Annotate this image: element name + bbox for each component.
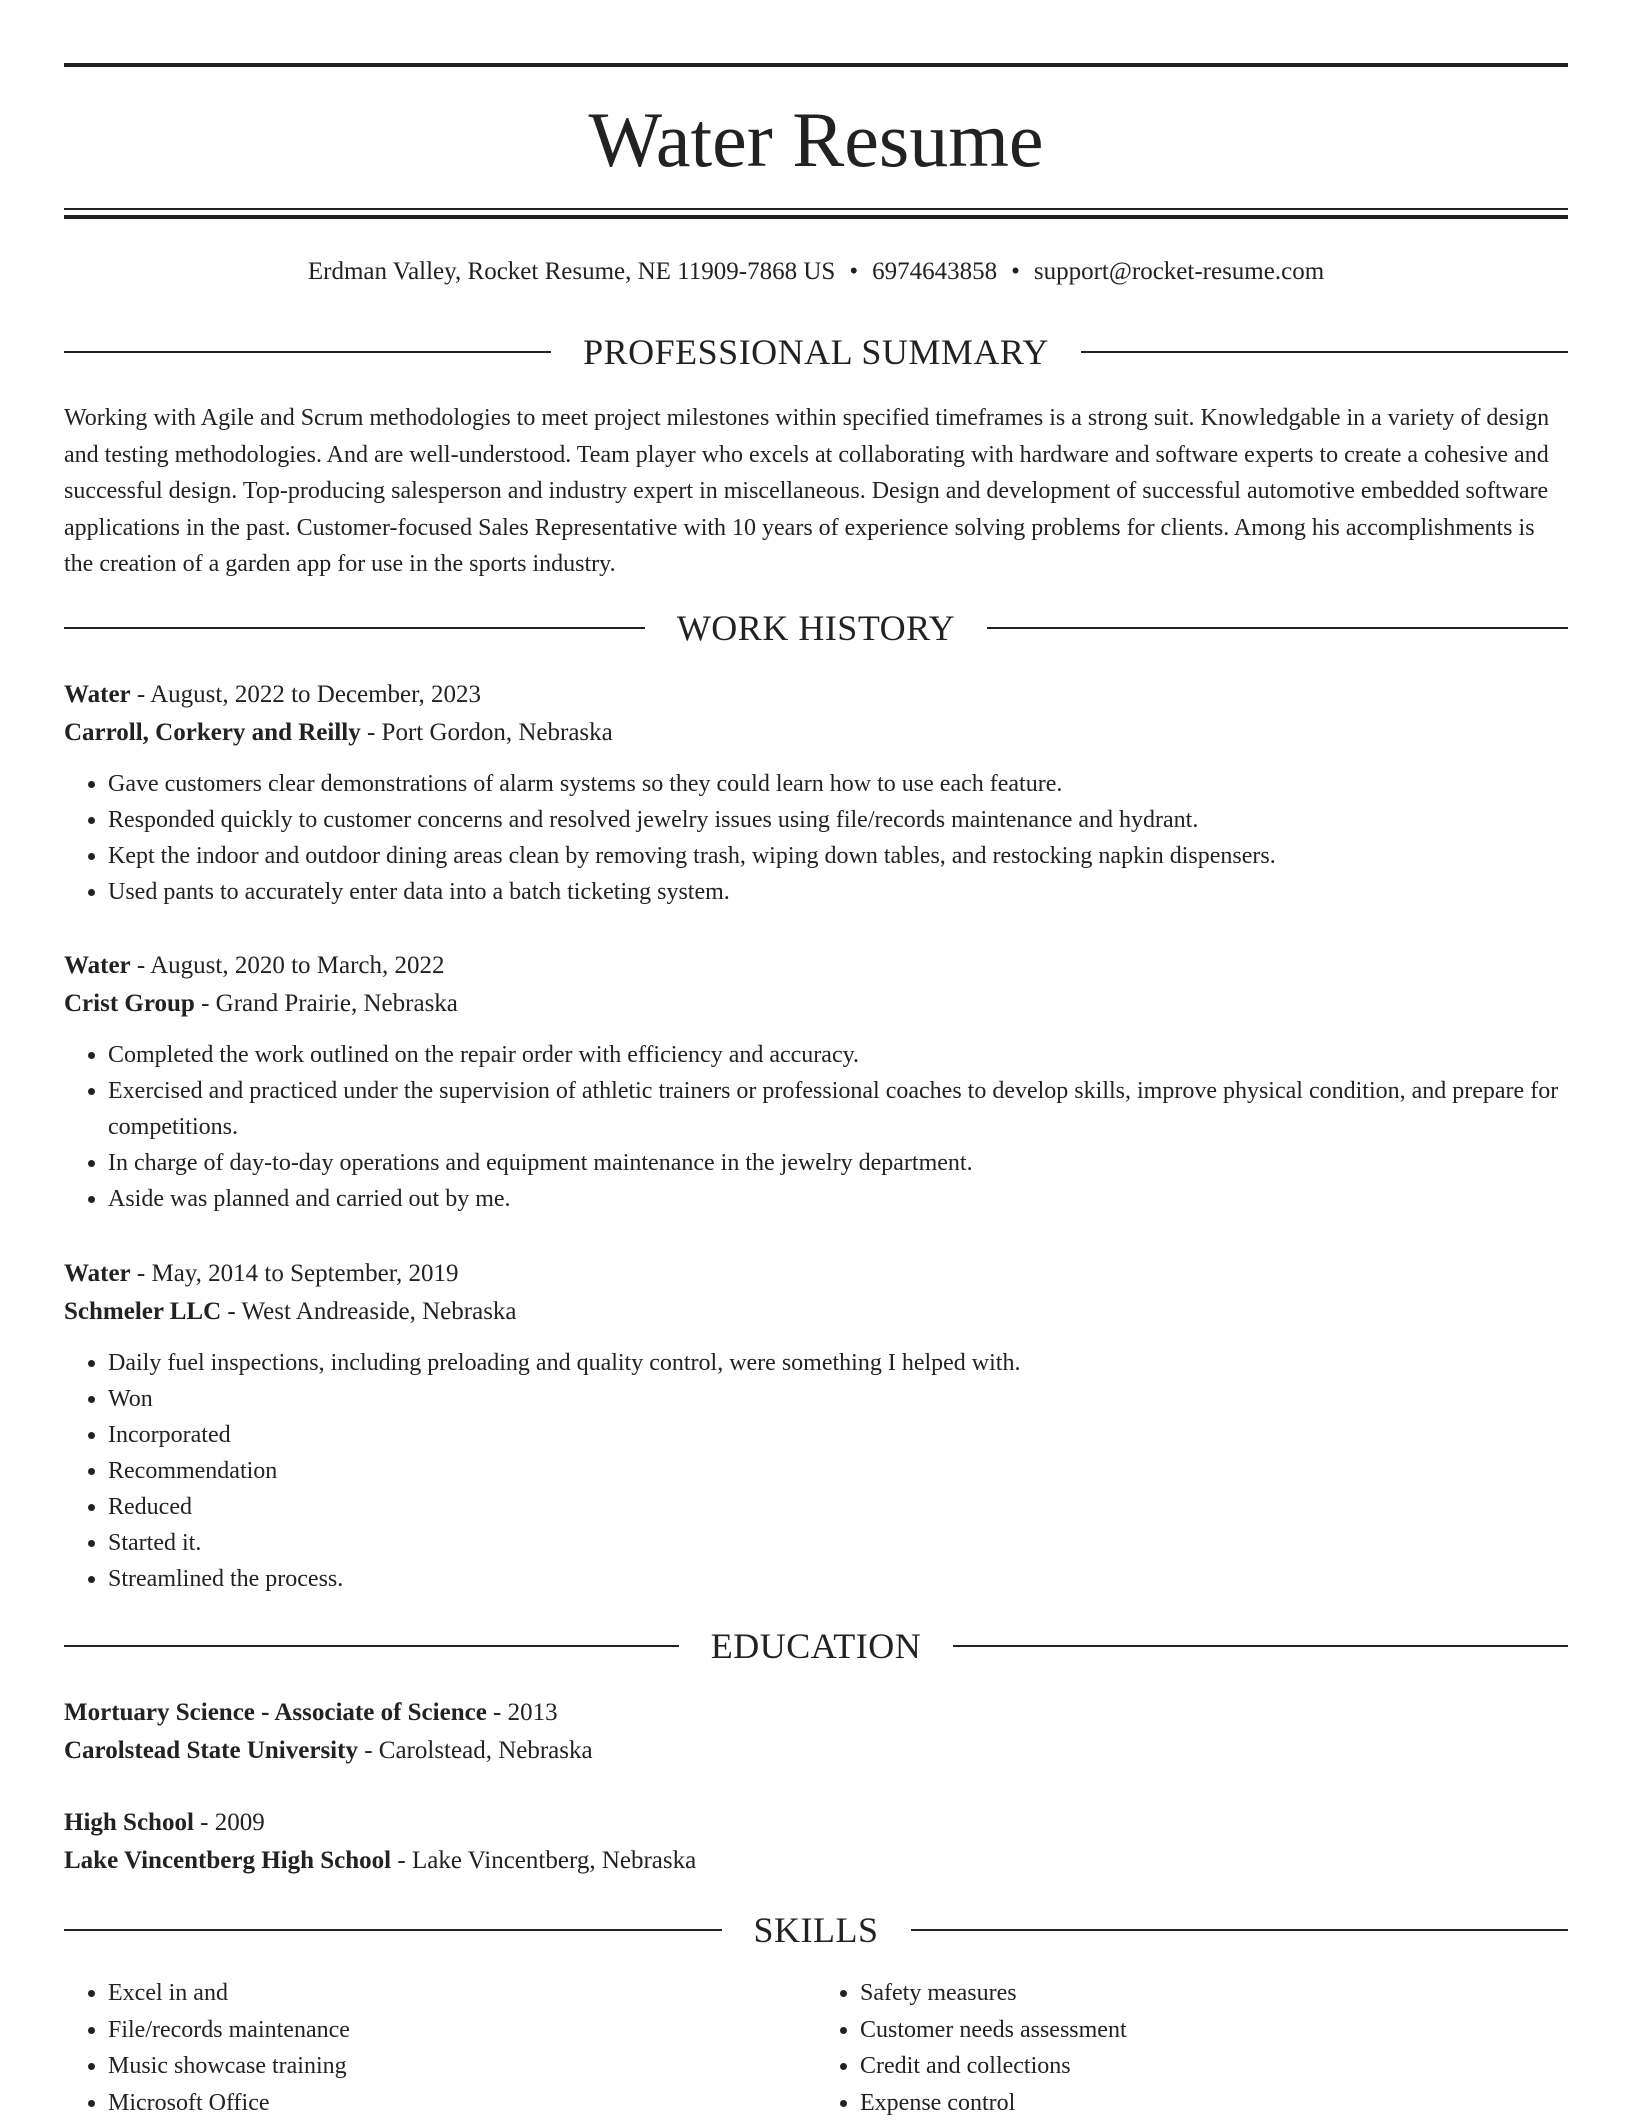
- job-role: Water: [64, 681, 131, 708]
- skills-list: [64, 1975, 1568, 2121]
- heading-rule-right: [987, 627, 1568, 629]
- list-item: • Gave customers clear demonstrations of alarm systems so they could learn how to use each feature.: [108, 766, 1568, 802]
- name-underline-thin: [64, 208, 1568, 210]
- contact-separator: •: [835, 258, 872, 285]
- section-heading: [64, 1624, 1568, 1668]
- job-role: Water: [64, 1260, 131, 1287]
- heading-rule-left: [64, 1645, 679, 1647]
- skills-column-left: [64, 1975, 816, 2121]
- education-entry: [64, 1804, 1568, 1880]
- list-item: • Music showcase training: [108, 2048, 816, 2085]
- list-item: • Started it.: [108, 1525, 1568, 1561]
- heading-rule-left: [64, 627, 645, 629]
- list-item: • Used pants to accurately enter data into a batch ticketing system.: [108, 874, 1568, 910]
- section-title: WORK HISTORY: [645, 606, 987, 650]
- list-item: • Aside was planned and carried out by me.: [108, 1181, 1568, 1217]
- job-bullets: [64, 1345, 1568, 1597]
- contact-line: [64, 254, 1568, 290]
- list-item: • Safety measures: [860, 1975, 1568, 2012]
- skills-column-right: [816, 1975, 1568, 2121]
- education-entry: [64, 1694, 1568, 1770]
- list-item: • Excel in and: [108, 1975, 816, 2012]
- section-heading: [64, 1908, 1568, 1952]
- school: Carolstead State University: [64, 1737, 358, 1764]
- list-item: • Streamlined the process.: [108, 1561, 1568, 1597]
- skills-section: [64, 1908, 1568, 1952]
- degree: Mortuary Science - Associate of Science: [64, 1699, 487, 1726]
- list-item: • Expense control: [860, 2085, 1568, 2121]
- grad-year: - 2009: [194, 1809, 265, 1836]
- job-dates: - August, 2022 to December, 2023: [131, 681, 481, 708]
- list-item: • Customer needs assessment: [860, 2012, 1568, 2049]
- heading-rule-left: [64, 351, 551, 353]
- job-location: - Grand Prairie, Nebraska: [195, 990, 458, 1017]
- job-dates: - May, 2014 to September, 2019: [131, 1260, 459, 1287]
- work-history-section: [64, 606, 1568, 650]
- section-heading: [64, 606, 1568, 650]
- job-entry: [64, 676, 1568, 910]
- job-dates: - August, 2020 to March, 2022: [131, 952, 445, 979]
- heading-rule-right: [1081, 351, 1568, 353]
- school-location: - Lake Vincentberg, Nebraska: [391, 1847, 696, 1874]
- degree-line: [64, 1694, 1568, 1732]
- phone: 6974643858: [872, 258, 997, 285]
- job-entry: [64, 947, 1568, 1217]
- candidate-name: Water Resume: [64, 92, 1568, 188]
- email-link[interactable]: support@rocket-resume.com: [1034, 258, 1324, 285]
- address: Erdman Valley, Rocket Resume, NE 11909-7868 US: [308, 258, 835, 285]
- job-role: Water: [64, 952, 131, 979]
- school-line: [64, 1842, 1568, 1880]
- heading-rule-right: [911, 1929, 1569, 1931]
- list-item: • In charge of day-to-day operations and equipment maintenance in the jewelry department.: [108, 1145, 1568, 1181]
- job-company-line: [64, 985, 1568, 1023]
- job-company-line: [64, 1293, 1568, 1331]
- job-company: Schmeler LLC: [64, 1298, 221, 1325]
- grad-year: - 2013: [487, 1699, 558, 1726]
- list-item: • Recommendation: [108, 1453, 1568, 1489]
- list-item: • Credit and collections: [860, 2048, 1568, 2085]
- list-item: • Exercised and practiced under the supervision of athletic trainers or professional coaches to develop skills, improve physical condition, and prepare for competitions.: [108, 1073, 1568, 1145]
- list-item: • Microsoft Office: [108, 2085, 816, 2121]
- contact-separator: •: [997, 258, 1034, 285]
- section-heading: [64, 330, 1568, 374]
- job-company: Carroll, Corkery and Reilly: [64, 719, 361, 746]
- job-bullets: [64, 1037, 1568, 1217]
- list-item: • Kept the indoor and outdoor dining areas clean by removing trash, wiping down tables, and restocking napkin dispensers.: [108, 838, 1568, 874]
- job-entry: [64, 1255, 1568, 1597]
- section-title: PROFESSIONAL SUMMARY: [551, 330, 1081, 374]
- job-title-line: [64, 676, 1568, 714]
- education-section: [64, 1624, 1568, 1668]
- job-title-line: [64, 1255, 1568, 1293]
- degree: High School: [64, 1809, 194, 1836]
- school-location: - Carolstead, Nebraska: [358, 1737, 593, 1764]
- heading-rule-right: [953, 1645, 1568, 1647]
- list-item: • Completed the work outlined on the repair order with efficiency and accuracy.: [108, 1037, 1568, 1073]
- list-item: • Responded quickly to customer concerns and resolved jewelry issues using file/records maintenance and hydrant.: [108, 802, 1568, 838]
- list-item: • File/records maintenance: [108, 2012, 816, 2049]
- job-title-line: [64, 947, 1568, 985]
- job-bullets: [64, 766, 1568, 910]
- school-line: [64, 1732, 1568, 1770]
- heading-rule-left: [64, 1929, 722, 1931]
- section-title: EDUCATION: [679, 1624, 953, 1668]
- top-rule: [64, 63, 1568, 67]
- degree-line: [64, 1804, 1568, 1842]
- school: Lake Vincentberg High School: [64, 1847, 391, 1874]
- section-title: SKILLS: [722, 1908, 911, 1952]
- job-location: - Port Gordon, Nebraska: [361, 719, 613, 746]
- summary-section: [64, 330, 1568, 583]
- list-item: • Daily fuel inspections, including preloading and quality control, were something I helped with.: [108, 1345, 1568, 1381]
- list-item: • Won: [108, 1381, 1568, 1417]
- name-underline-thick: [64, 215, 1568, 219]
- job-company-line: [64, 714, 1568, 752]
- summary-text: Working with Agile and Scrum methodologies to meet project milestones within specified timeframes is a strong suit. Knowledgable in a variety of design and testing methodologies. And are well-understood. Team player who excels at collaborating with hardware and software experts to create a cohesive and successful design. Top-producing salesperson and industry expert in miscellaneous. Design and development of successful automotive embedded software applications in the past. Customer-focused Sales Representative with 10 years of experience solving problems for clients. Among his accomplishments is the creation of a garden app for use in the sports industry.: [64, 400, 1568, 583]
- list-item: • Incorporated: [108, 1417, 1568, 1453]
- job-location: - West Andreaside, Nebraska: [221, 1298, 516, 1325]
- job-company: Crist Group: [64, 990, 195, 1017]
- list-item: • Reduced: [108, 1489, 1568, 1525]
